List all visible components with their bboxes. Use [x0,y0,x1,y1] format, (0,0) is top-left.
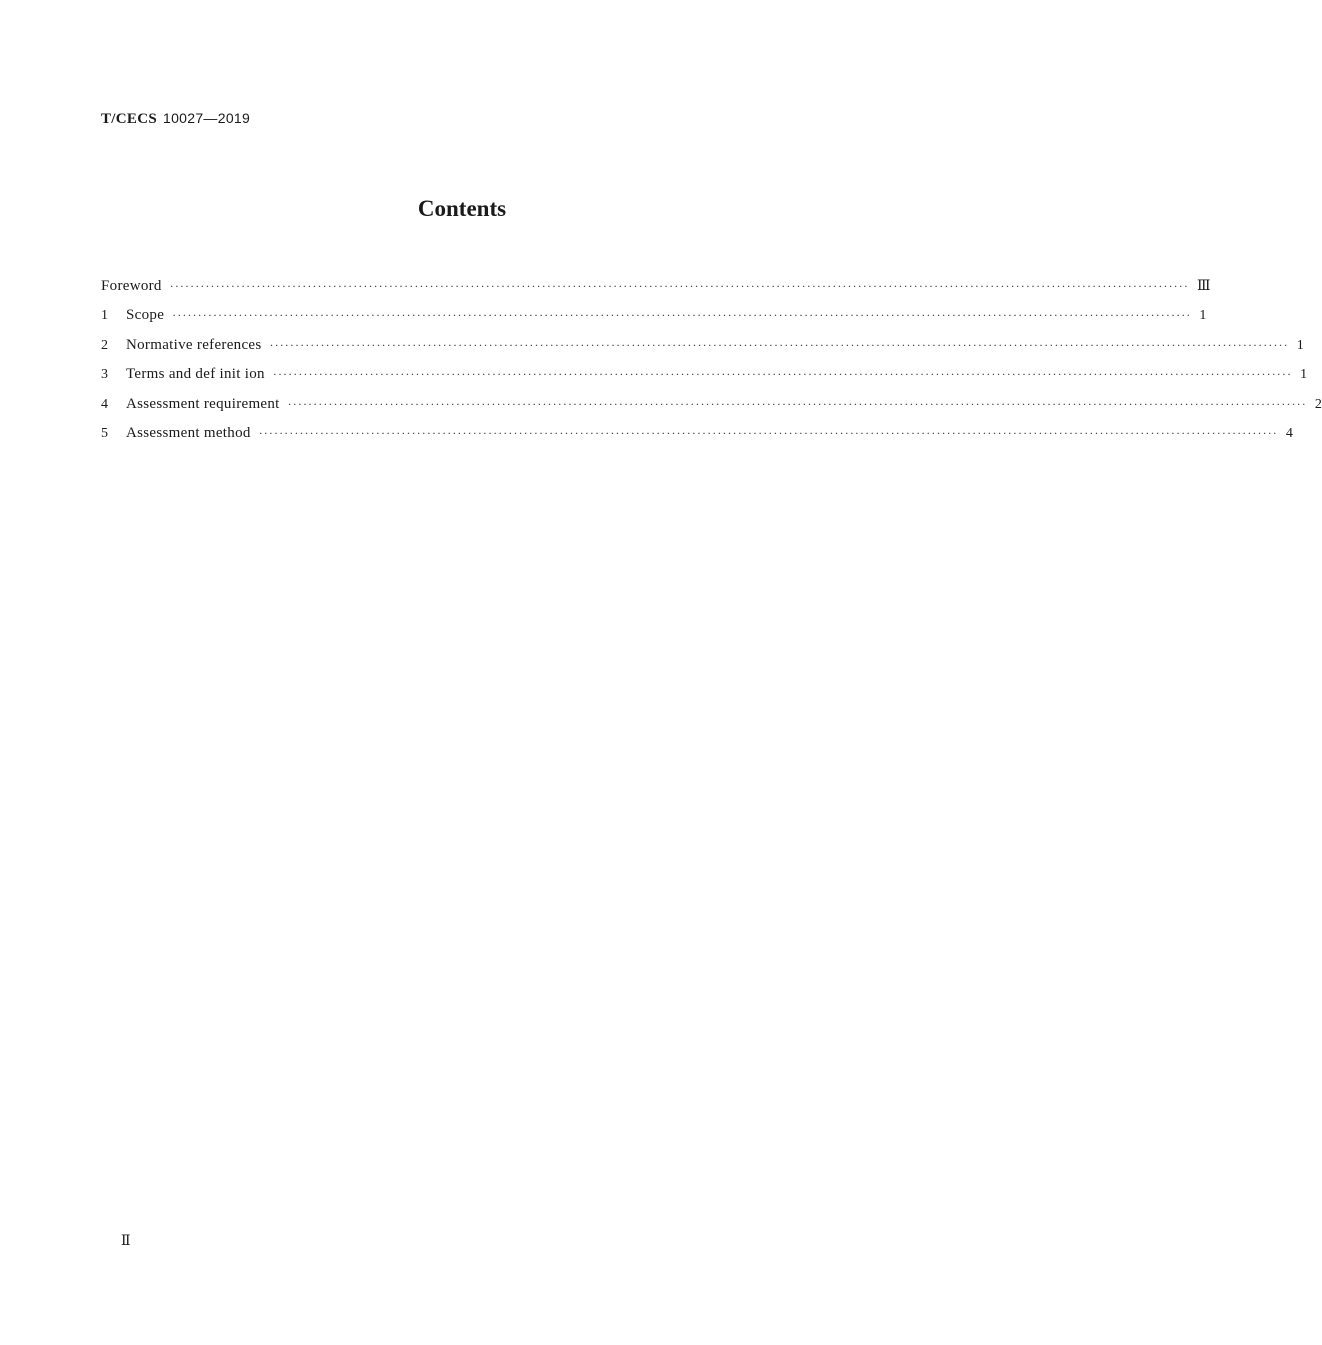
toc-entry-terms-and-definitions[interactable] [101,366,1308,395]
toc-entry-page: 1 [1300,367,1308,383]
toc-entry-assessment-method[interactable] [101,424,1293,454]
page-number: Ⅱ [121,1234,131,1249]
toc-entry-number: 5 [101,425,108,441]
toc-entry-label: Normative references [126,336,262,353]
toc-entry-number: 1 [101,308,108,324]
toc-entry-assessment-requirement[interactable] [101,395,1322,425]
toc-entry-page: 4 [1285,425,1293,441]
toc-entry-number: 3 [101,367,108,383]
toc-entry-label: Assessment method [126,424,251,441]
table-of-contents [101,278,1322,454]
toc-entry-page: 1 [1296,337,1304,353]
document-code-prefix: T/CECS [101,111,157,127]
toc-entry-label: Scope [126,307,165,324]
toc-leader-dots: ········································································································································································································ [172,308,1192,323]
toc-leader-dots: ········································································································································································································ [287,396,1307,411]
toc-leader-dots: ········································································································································································································ [258,425,1278,440]
toc-entry-normative-references[interactable] [101,336,1304,366]
toc-entry-foreword[interactable] [101,278,1211,307]
toc-entry-label: Foreword [101,278,162,294]
document-code-number: 10027—2019 [163,110,251,126]
toc-entry-label: Terms and def init ion [126,366,265,383]
toc-entry-page: Ⅲ [1196,279,1211,294]
toc-entry-scope[interactable] [101,307,1207,336]
toc-entry-number: 4 [101,396,108,412]
toc-leader-dots: ········································································································································································································ [269,337,1289,352]
toc-entry-label: Assessment requirement [126,395,280,412]
toc-entry-page: 2 [1314,396,1322,412]
toc-leader-dots: ········································································································································································································ [169,279,1189,293]
toc-entry-number: 2 [101,337,108,353]
toc-entry-page: 1 [1199,308,1207,324]
document-code [101,110,250,128]
page-title: Contents [417,196,507,221]
toc-leader-dots: ········································································································································································································ [272,367,1293,382]
